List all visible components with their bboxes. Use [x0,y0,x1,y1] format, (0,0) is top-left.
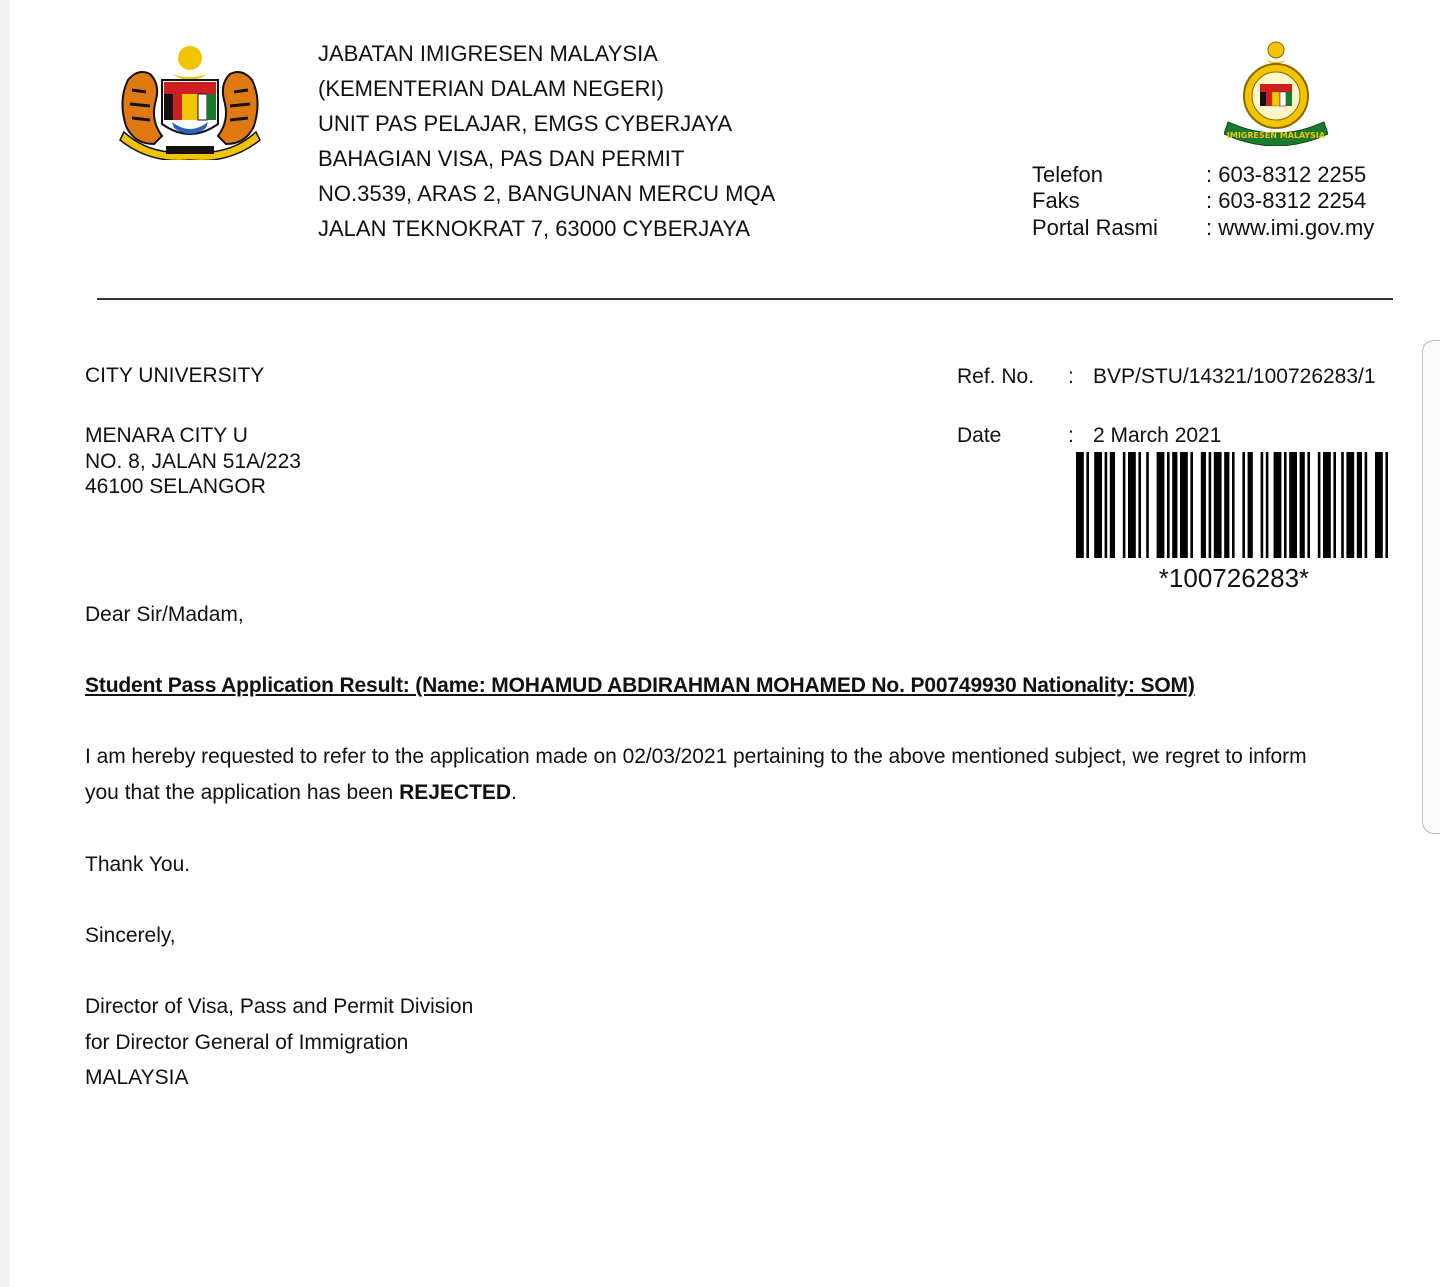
recipient-name: CITY UNIVERSITY [85,364,265,387]
date-separator: : [1068,424,1074,447]
barcode-bar [1146,452,1149,558]
barcode-bar [1172,452,1177,558]
letter-page [10,0,1440,1287]
barcode-bar [1357,452,1362,558]
agency-line: NO.3539, ARAS 2, BANGUNAN MERCU MQA [318,181,776,206]
barcode-text: *100726283* [1158,563,1310,593]
barcode-bar [1289,452,1297,558]
ref-label: Ref. No. [957,365,1035,388]
barcode-bar [1076,452,1084,558]
barcode-bar [1323,452,1331,558]
date-value: 2 March 2021 [1093,424,1222,447]
date-label: Date [957,424,1002,447]
ref-value: BVP/STU/14321/100726283/1 [1093,365,1376,388]
rejected-status: REJECTED [399,781,512,804]
contact-value: : 603-8312 2255 [1206,162,1367,187]
barcode-bar [1094,452,1102,558]
header-divider [97,298,1393,300]
body-paragraph-line [85,781,517,805]
contact-value: : 603-8312 2254 [1206,188,1367,213]
barcode-bar [1242,452,1245,558]
crest-ribbon-text: IMIGRESEN MALAYSIA [1226,131,1326,140]
barcode-bar [1128,452,1136,558]
barcode-bar [1110,452,1115,558]
barcode-bar [1266,452,1269,558]
barcode-bar [1385,452,1388,558]
salutation: Dear Sir/Madam, [85,603,244,626]
signature-line: Director of Visa, Pass and Permit Division [85,995,474,1018]
ref-separator: : [1068,365,1074,388]
barcode-bar [1224,452,1229,558]
barcode-bar [1261,452,1264,558]
subject-line: Student Pass Application Result: (Name: MOHAMUD ABDIRAHMAN MOHAMED No. P00749930 Nationality: SOM) [85,674,1195,697]
barcode-bar [1201,452,1206,558]
barcode-bar [1105,452,1108,558]
barcode-bar [1346,452,1354,558]
barcode-bar [1300,452,1305,558]
barcode-bar [1318,452,1321,558]
closing-line: Sincerely, [85,924,176,947]
barcode-bar [1190,452,1193,558]
signature-line: for Director General of Immigration [85,1031,409,1054]
barcode-bar [1307,452,1310,558]
body-text: you that the application has been [85,781,400,804]
barcode-bar [1232,452,1235,558]
agency-line: JABATAN IMIGRESEN MALAYSIA [318,41,658,66]
barcode-bar [1138,452,1141,558]
barcode-bar [1365,452,1368,558]
barcode-bar [1375,452,1383,558]
barcode-bar [1333,452,1336,558]
contact-value: : www.imi.gov.my [1206,215,1375,240]
body-paragraph-line: I am hereby requested to refer to the application made on 02/03/2021 pertaining to the above mentioned subject, we regret to inform [85,745,1307,768]
body-text: . [511,781,517,804]
barcode-bar [1274,452,1282,558]
recipient-address-line: 46100 SELANGOR [85,475,266,498]
barcode-bar [1248,452,1253,558]
thanks-line: Thank You. [85,853,191,876]
agency-line: JALAN TEKNOKRAT 7, 63000 CYBERJAYA [318,216,751,241]
barcode [1076,452,1392,558]
barcode-bar [1167,452,1170,558]
scroll-handle[interactable] [1422,340,1440,834]
agency-line: (KEMENTERIAN DALAM NEGERI) [318,76,664,101]
barcode-bar [1214,452,1222,558]
contact-label: Portal Rasmi [1032,215,1158,240]
barcode-bar [1209,452,1212,558]
signature-line: MALAYSIA [85,1066,189,1089]
barcode-bar [1284,452,1287,558]
barcode-bar [1123,452,1126,558]
barcode-bar [1341,452,1344,558]
recipient-address-line: MENARA CITY U [85,424,248,447]
recipient-address-line: NO. 8, JALAN 51A/223 [85,450,301,473]
contact-label: Telefon [1032,162,1103,187]
malaysia-coat-of-arms-icon [110,40,270,160]
agency-line: BAHAGIAN VISA, PAS DAN PERMIT [318,146,685,171]
barcode-bar [1180,452,1188,558]
agency-line: UNIT PAS PELAJAR, EMGS CYBERJAYA [318,111,733,136]
barcode-bar [1157,452,1165,558]
barcode-bar [1086,452,1089,558]
contact-label: Faks [1032,188,1080,213]
immigration-department-crest-icon [1224,40,1328,146]
